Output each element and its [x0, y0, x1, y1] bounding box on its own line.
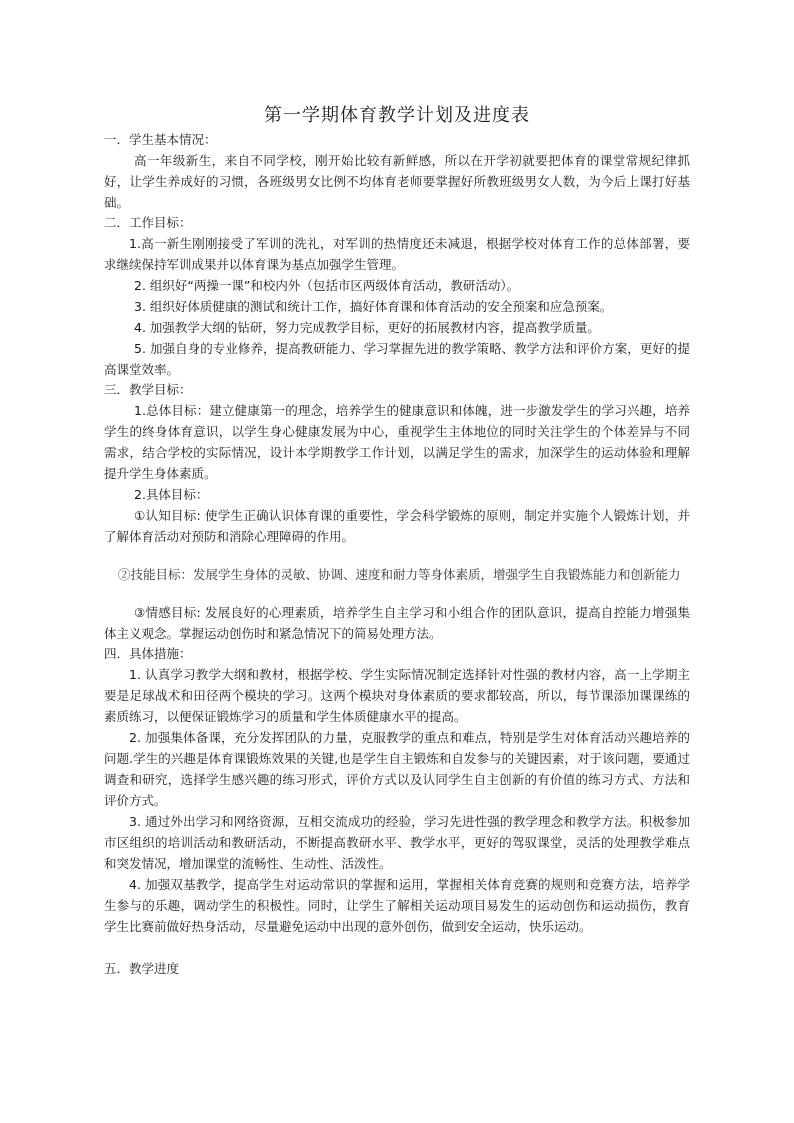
cognitive-goal-paragraph: ①认知目标: 使学生正确认识体育课的重要性，学会科学锻炼的原则，制定并实施个人锻炼计划，并了解体育活动对预防和消除心理障碍的作用。 [104, 508, 690, 544]
section-1-heading: 一．学生基本情况： [104, 132, 217, 147]
overall-goal-paragraph: 1.总体目标：建立健康第一的理念，培养学生的健康意识和体魄，进一步激发学生的学习兴趣，培养学生的终身体育意识，以学生身心健康发展为中心，重视学生主体地位的同时关注学生的个体差异与不同需求，结合学校的实际情况，设计本学期教学工作计划，以满足学生的需求，加深学生的运动体验和理解提升学生身体素质。 [104, 403, 690, 481]
section-2-item-3: 3. 组织好体质健康的测试和统计工作，搞好体育课和体育活动的安全预案和应急预案。 [134, 299, 613, 314]
specific-goals-label: 2.具体目标： [134, 487, 209, 502]
spacer [104, 937, 690, 959]
measure-item-1: 1. 认真学习教学大纲和教材，根据学校、学生实际情况制定选择针对性强的教材内容，高一上学期主要是足球战术和田径两个模块的学习。这两个模块对身体素质的要求都较高，所以，每节课添加课课练的素质练习，以便保证锻炼学习的质量和学生体质健康水平的提高。 [104, 667, 690, 724]
section-2-item-5: 5. 加强自身的专业修养，提高教研能力、学习掌握先进的教学策略、教学方法和评价方案，更好的提高课堂效率。 [104, 341, 690, 377]
spacer [104, 547, 690, 564]
section-4-heading: 四．具体措施： [104, 646, 192, 661]
measure-item-4: 4. 加强双基教学，提高学生对运动常识的掌握和运用，掌握相关体育竞赛的规则和竞赛方法，培养学生参与的乐趣，调动学生的积极性。同时，让学生了解相关运动项目易发生的运动创伤和运动损伤，教育学生比赛前做好热身活动，尽量避免运动中出现的意外创伤，做到安全运动，快乐运动。 [104, 877, 690, 934]
section-2-item-4: 4. 加强教学大纲的钻研，努力完成教学目标，更好的拓展教材内容，提高教学质量。 [134, 320, 600, 335]
measure-item-3: 3. 通过外出学习和网络资源，互相交流成功的经验，学习先进性强的教学理念和教学方法。积极参加市区组织的培训活动和教研活动，不断提高教研水平、教学水平，更好的驾驭课堂，灵活的处理教学难点和突发情况，增加课堂的流畅性、生动性、活泼性。 [104, 814, 690, 871]
section-3-heading: 三．教学目标： [104, 382, 192, 397]
emotion-goal-paragraph: ③情感目标: 发展良好的心理素质，培养学生自主学习和小组合作的团队意识，提高自控能力增强集体主义观念。掌握运动创伤时和紧急情况下的简易处理方法。 [104, 605, 690, 641]
page-title: 第一学期体育教学计划及进度表 [264, 105, 530, 126]
section-2-item-2: 2. 组织好“两操一课”和校内外（包括市区两级体育活动，教研活动）。 [134, 278, 520, 293]
skill-goal-paragraph: ②技能目标：发展学生身体的灵敏、协调、速度和耐力等身体素质，增强学生自我锻炼能力和创新能力 [118, 567, 681, 582]
section-5-heading: 五．教学进度 [104, 961, 180, 976]
measure-item-2: 2. 加强集体备课，充分发挥团队的力量，克服教学的重点和难点，特别是学生对体育活动兴趣培养的问题.学生的兴趣是体育课锻炼效果的关键,也是学生自主锻炼和自发参与的关键因素，对于该问题，要通过调查和研究，选择学生感兴趣的练习形式，评价方式以及认同学生自主创新的有价值的练习方式、方法和评价方式。 [104, 730, 690, 808]
section-2-item-1: 1.高一新生刚刚接受了军训的洗礼，对军训的热情度还未减退，根据学校对体育工作的总体部署，要求继续保持军训成果并以体育课为基点加强学生管理。 [104, 236, 690, 272]
document-body [104, 104, 690, 979]
section-2-heading: 二．工作目标： [104, 215, 192, 230]
section-1-paragraph: 高一年级新生，来自不同学校，刚开始比较有新鲜感，所以在开学初就要把体育的课堂常规纪律抓好，让学生养成好的习惯，各班级男女比例不均体育老师要掌握好所教班级男女人数，为今后上课打好基础。 [104, 153, 690, 210]
spacer [104, 585, 690, 602]
